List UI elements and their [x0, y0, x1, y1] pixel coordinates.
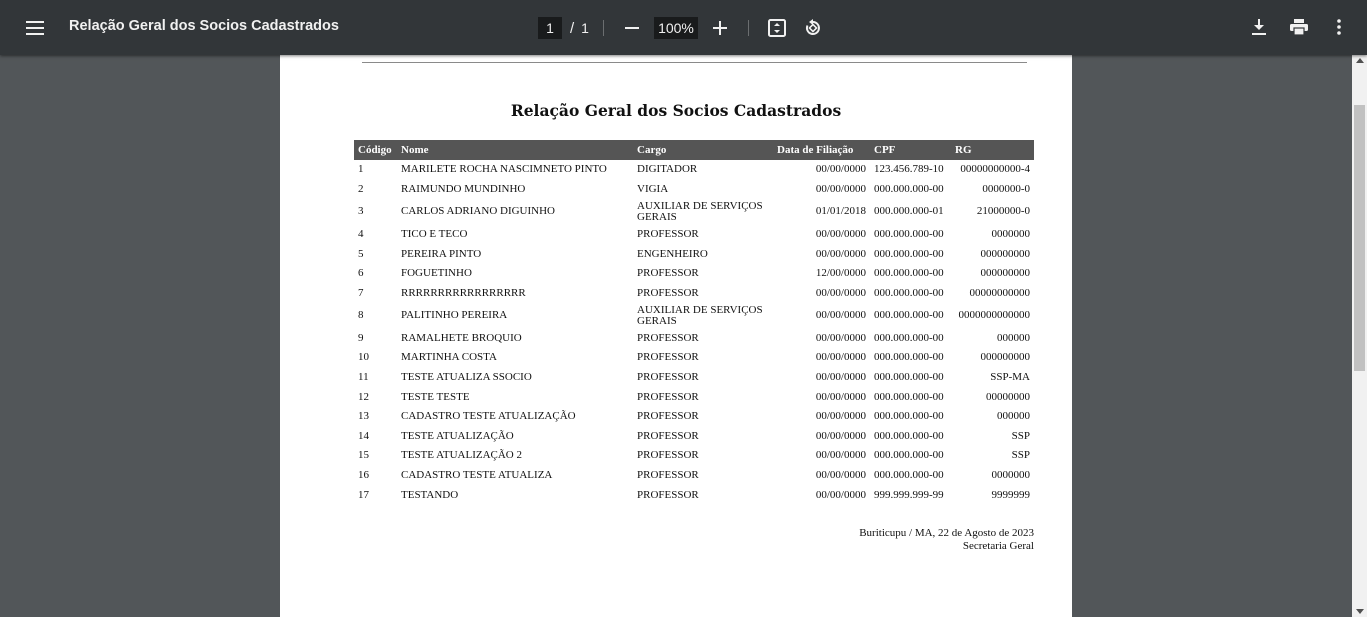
cell-codigo: 3 — [358, 205, 364, 218]
cell-codigo: 15 — [358, 449, 369, 462]
cell-rg: SSP — [1011, 449, 1030, 462]
cell-nome: MARTINHA COSTA — [401, 351, 497, 364]
fit-page-button[interactable] — [763, 14, 791, 42]
cell-cpf: 000.000.000-00 — [874, 371, 944, 384]
cell-nome: CADASTRO TESTE ATUALIZAÇÃO — [401, 410, 576, 423]
cell-codigo: 11 — [358, 371, 369, 384]
minus-icon — [625, 27, 639, 29]
table-row — [354, 303, 1034, 329]
toolbar-divider — [748, 20, 749, 36]
table-row — [354, 264, 1034, 284]
header-cargo: Cargo — [633, 140, 773, 160]
cell-cpf: 000.000.000-00 — [874, 267, 944, 280]
cell-rg: SSP — [1011, 429, 1030, 442]
cell-rg: 000000000 — [980, 247, 1030, 260]
fit-page-icon — [768, 19, 786, 37]
cell-codigo: 5 — [358, 247, 364, 260]
cell-codigo: 9 — [358, 331, 364, 344]
table-row — [354, 485, 1034, 505]
cell-cargo: ENGENHEIRO — [637, 247, 708, 260]
page-separator: / — [570, 19, 575, 37]
cell-rg: 00000000000-4 — [960, 163, 1030, 176]
scroll-thumb[interactable] — [1354, 105, 1365, 371]
cell-codigo: 13 — [358, 410, 369, 423]
table-header-row — [354, 140, 1034, 160]
menu-icon — [26, 21, 44, 35]
cell-cpf: 000.000.000-00 — [874, 227, 944, 240]
cell-nome: RRRRRRRRRRRRRRRRR — [401, 286, 526, 299]
cell-cpf: 000.000.000-00 — [874, 410, 944, 423]
cell-cpf: 000.000.000-00 — [874, 309, 944, 322]
table-row — [354, 199, 1034, 225]
table-row — [354, 466, 1034, 486]
cell-nome: CARLOS ADRIANO DIGUINHO — [401, 205, 555, 218]
table-row — [354, 407, 1034, 427]
pdf-toolbar — [0, 0, 1367, 55]
download-button[interactable] — [1245, 13, 1273, 41]
cell-cargo: PROFESSOR — [637, 267, 699, 280]
print-button[interactable] — [1285, 13, 1313, 41]
table-body — [354, 160, 1034, 505]
zoom-input[interactable] — [654, 17, 698, 39]
cell-cpf: 000.000.000-00 — [874, 429, 944, 442]
cell-codigo: 6 — [358, 267, 364, 280]
cell-rg: 00000000000 — [969, 286, 1030, 299]
cell-cargo: AUXILIAR DE SERVIÇOS GERAIS — [637, 303, 763, 327]
report-footer — [859, 527, 1034, 553]
cell-nome: PEREIRA PINTO — [401, 247, 482, 260]
cell-nome: PALITINHO PEREIRA — [401, 309, 508, 322]
cell-codigo: 8 — [358, 309, 364, 322]
cell-cargo: PROFESSOR — [637, 371, 699, 384]
cell-rg: 0000000 — [991, 469, 1030, 482]
cell-data-filiacao: 00/00/0000 — [815, 449, 866, 462]
report-title: Relação Geral dos Socios Cadastrados — [510, 101, 842, 120]
cell-data-filiacao: 00/00/0000 — [815, 247, 866, 260]
document-title: Relação Geral dos Socios Cadastrados — [69, 18, 339, 34]
cell-data-filiacao: 00/00/0000 — [815, 390, 866, 403]
cell-rg: 000000 — [997, 410, 1030, 423]
header-codigo: Código — [354, 140, 397, 160]
cell-nome: TESTE ATUALIZAÇÃO 2 — [401, 449, 522, 462]
table-row — [354, 446, 1034, 466]
rotate-button[interactable] — [799, 14, 827, 42]
cell-codigo: 2 — [358, 182, 364, 195]
cell-cargo: DIGITADOR — [637, 163, 698, 176]
more-vert-icon — [1337, 19, 1341, 35]
cell-cargo: PROFESSOR — [637, 390, 699, 403]
cell-codigo: 10 — [358, 351, 369, 364]
rotate-icon — [804, 19, 822, 37]
cell-codigo: 17 — [358, 488, 369, 501]
cell-data-filiacao: 00/00/0000 — [815, 286, 866, 299]
table-row — [354, 387, 1034, 407]
cell-rg: 000000000 — [980, 351, 1030, 364]
cell-rg: 0000000 — [991, 227, 1030, 240]
table-row — [354, 180, 1034, 200]
cell-codigo: 12 — [358, 390, 369, 403]
cell-nome: CADASTRO TESTE ATUALIZA — [401, 469, 553, 482]
scroll-up-arrow-icon[interactable] — [1356, 58, 1364, 63]
cell-cpf: 000.000.000-00 — [874, 286, 944, 299]
cell-data-filiacao: 00/00/0000 — [815, 309, 866, 322]
page-number-input[interactable] — [538, 17, 562, 39]
cell-data-filiacao: 00/00/0000 — [815, 488, 866, 501]
print-icon — [1290, 19, 1308, 35]
menu-button[interactable] — [20, 13, 50, 43]
cell-cpf: 000.000.000-01 — [874, 205, 944, 218]
pdf-viewport[interactable] — [0, 55, 1367, 617]
header-cpf: CPF — [870, 140, 951, 160]
footer-place-date: Buriticupu / MA, 22 de Agosto de 2023 — [859, 527, 1034, 539]
cell-cargo: PROFESSOR — [637, 351, 699, 364]
footer-signature: Secretaria Geral — [962, 540, 1034, 552]
cell-cpf: 000.000.000-00 — [874, 182, 944, 195]
cell-rg: 9999999 — [991, 488, 1030, 501]
cell-rg: 000000000 — [980, 267, 1030, 280]
cell-data-filiacao: 01/01/2018 — [815, 205, 866, 218]
cell-cargo: PROFESSOR — [637, 488, 699, 501]
cell-rg: 00000000 — [986, 390, 1030, 403]
cell-codigo: 14 — [358, 429, 369, 442]
table-row — [354, 225, 1034, 245]
cell-nome: TESTE TESTE — [401, 390, 470, 403]
header-data-filiacao: Data de Filiação — [773, 140, 870, 160]
cell-data-filiacao: 00/00/0000 — [815, 469, 866, 482]
cell-data-filiacao: 00/00/0000 — [815, 331, 866, 344]
download-icon — [1252, 19, 1266, 35]
cell-cargo: PROFESSOR — [637, 331, 699, 344]
cell-cpf: 000.000.000-00 — [874, 247, 944, 260]
cell-data-filiacao: 00/00/0000 — [815, 410, 866, 423]
cell-cargo: PROFESSOR — [637, 286, 699, 299]
table-row — [354, 427, 1034, 447]
cell-codigo: 1 — [358, 163, 364, 176]
cell-cargo: PROFESSOR — [637, 429, 699, 442]
cell-rg: 0000000000000 — [958, 309, 1030, 322]
table-row — [354, 283, 1034, 303]
cell-nome: TESTE ATUALIZA SSOCIO — [401, 371, 532, 384]
header-rg: RG — [951, 140, 1034, 160]
header-nome: Nome — [397, 140, 633, 160]
page-total: 1 — [581, 20, 589, 36]
cell-cpf: 999.999.999-99 — [874, 488, 944, 501]
cell-data-filiacao: 00/00/0000 — [815, 351, 866, 364]
header-rule — [362, 62, 1027, 63]
cell-cpf: 000.000.000-00 — [874, 331, 944, 344]
cell-cargo: PROFESSOR — [637, 449, 699, 462]
vertical-scrollbar[interactable] — [1352, 55, 1367, 617]
cell-cargo: AUXILIAR DE SERVIÇOS GERAIS — [637, 199, 763, 223]
cell-nome: MARILETE ROCHA NASCIMNETO PINTO — [401, 163, 607, 176]
cell-cargo: PROFESSOR — [637, 227, 699, 240]
more-actions-button[interactable] — [1325, 13, 1353, 41]
cell-codigo: 16 — [358, 469, 369, 482]
cell-cpf: 000.000.000-00 — [874, 449, 944, 462]
cell-data-filiacao: 00/00/0000 — [815, 371, 866, 384]
cell-data-filiacao: 12/00/0000 — [815, 267, 866, 280]
table-row — [354, 329, 1034, 349]
cell-rg: 0000000-0 — [982, 182, 1030, 195]
cell-rg: 21000000-0 — [976, 205, 1030, 218]
cell-cargo: PROFESSOR — [637, 469, 699, 482]
cell-rg: 000000 — [997, 331, 1030, 344]
toolbar-divider — [603, 20, 604, 36]
members-table — [354, 140, 1034, 505]
cell-cargo: PROFESSOR — [637, 410, 699, 423]
zoom-out-button[interactable] — [618, 14, 646, 42]
cell-data-filiacao: 00/00/0000 — [815, 182, 866, 195]
cell-codigo: 7 — [358, 286, 364, 299]
cell-nome: TICO E TECO — [401, 227, 468, 240]
cell-cpf: 123.456.789-10 — [874, 163, 944, 176]
cell-rg: SSP-MA — [990, 371, 1030, 384]
cell-cpf: 000.000.000-00 — [874, 351, 944, 364]
cell-cpf: 000.000.000-00 — [874, 390, 944, 403]
cell-cargo: VIGIA — [637, 182, 669, 195]
table-row — [354, 244, 1034, 264]
table-row — [354, 160, 1034, 180]
cell-nome: FOGUETINHO — [401, 267, 472, 280]
cell-data-filiacao: 00/00/0000 — [815, 227, 866, 240]
cell-nome: TESTANDO — [401, 488, 459, 501]
cell-nome: TESTE ATUALIZAÇÃO — [401, 429, 514, 442]
table-row — [354, 348, 1034, 368]
zoom-in-button[interactable] — [706, 14, 734, 42]
cell-data-filiacao: 00/00/0000 — [815, 429, 866, 442]
cell-data-filiacao: 00/00/0000 — [815, 163, 866, 176]
cell-codigo: 4 — [358, 227, 364, 240]
toolbar-actions — [1245, 13, 1353, 41]
cell-nome: RAIMUNDO MUNDINHO — [401, 182, 526, 195]
cell-cpf: 000.000.000-00 — [874, 469, 944, 482]
page-controls — [538, 14, 827, 42]
plus-icon — [713, 21, 727, 35]
cell-nome: RAMALHETE BROQUIO — [401, 331, 522, 344]
table-row — [354, 368, 1034, 388]
pdf-page — [280, 55, 1072, 617]
scroll-down-arrow-icon[interactable] — [1356, 609, 1364, 614]
